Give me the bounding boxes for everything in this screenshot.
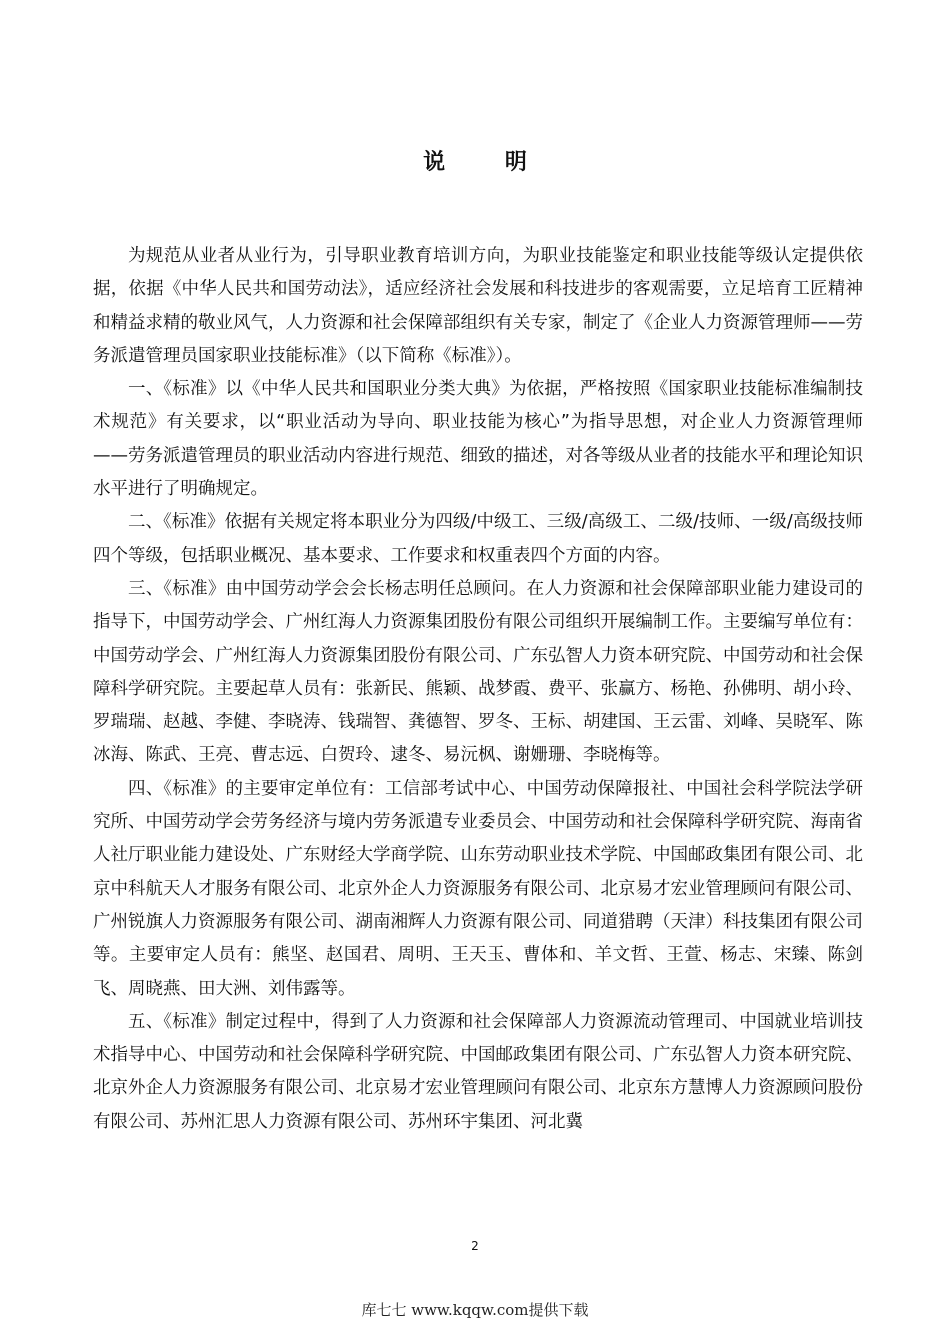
footer-note: 库七七 www.kqqw.com提供下载 xyxy=(361,1301,589,1319)
paragraph-four: 四、《标准》的主要审定单位有：工信部考试中心、中国劳动保障报社、中国社会科学院法学研究所、中国劳动学会劳务经济与境内劳务派遣专业委员会、中国劳动和社会保障科学研究院、海南省人社厅职业能力建设处、广东财经大学商学院、山东劳动职业技术学院、中国邮政集团有限公司、北京中科航天人才服务有限公司、北京外企人力资源服务有限公司、北京易才宏业管理顾问有限公司、广州锐旗人力资源服务有限公司、湖南湘辉人力资源有限公司、同道猎聘（天津）科技集团有限公司等。主要审定人员有：熊坚、赵国君、周明、王天玉、曹体和、羊文哲、王萱、杨志、宋臻、陈剑飞、周晓燕、田大洲、刘伟露等。 xyxy=(93,778,863,999)
paragraph-intro: 为规范从业者从业行为，引导职业教育培训方向，为职业技能鉴定和职业技能等级认定提供依据，依据《中华人民共和国劳动法》，适应经济社会发展和科技进步的客观需要，立足培育工匠精神和精益求精的敬业风气，人力资源和社会保障部组织有关专家，制定了《企业人力资源管理师——劳务派遣管理员国家职业技能标准》（以下简称《标准》）。 xyxy=(93,246,863,366)
page-number: 2 xyxy=(471,1239,479,1253)
paragraph-three: 三、《标准》由中国劳动学会会长杨志明任总顾问。在人力资源和社会保障部职业能力建设司的指导下，中国劳动学会、广州红海人力资源集团股份有限公司组织开展编制工作。主要编写单位有：中国劳动学会、广州红海人力资源集团股份有限公司、广东弘智人力资本研究院、中国劳动和社会保障科学研究院。主要起草人员有：张新民、熊颖、战梦霞、费平、张赢方、杨艳、孙佛明、胡小玲、罗瑞瑞、赵越、李健、李晓涛、钱瑞智、龚德智、罗冬、王标、胡建国、王云雷、刘峰、吴晓军、陈冰海、陈武、王亮、曹志远、白贺玲、逮冬、易沅枫、谢姗珊、李晓梅等。 xyxy=(93,578,863,766)
paragraph-five: 五、《标准》制定过程中，得到了人力资源和社会保障部人力资源流动管理司、中国就业培训技术指导中心、中国劳动和社会保障科学研究院、中国邮政集团有限公司、广东弘智人力资本研究院、北京外企人力资源服务有限公司、北京易才宏业管理顾问有限公司、北京东方慧博人力资源顾问股份有限公司、苏州汇思人力资源有限公司、苏州环宇集团、河北冀 xyxy=(93,1011,863,1132)
page-title: 说 明 xyxy=(423,150,553,175)
paragraph-two: 二、《标准》依据有关规定将本职业分为四级/中级工、三级/高级工、二级/技师、一级/高级技师四个等级，包括职业概况、基本要求、工作要求和权重表四个方面的内容。 xyxy=(93,512,863,566)
body-text xyxy=(93,240,863,1139)
paragraph-one: 一、《标准》以《中华人民共和国职业分类大典》为依据，严格按照《国家职业技能标准编制技术规范》有关要求，以“职业活动为导向、职业技能为核心”为指导思想，对企业人力资源管理师——劳务派遣管理员的职业活动内容进行规范、细致的描述，对各等级从业者的技能水平和理论知识水平进行了明确规定。 xyxy=(93,379,863,500)
